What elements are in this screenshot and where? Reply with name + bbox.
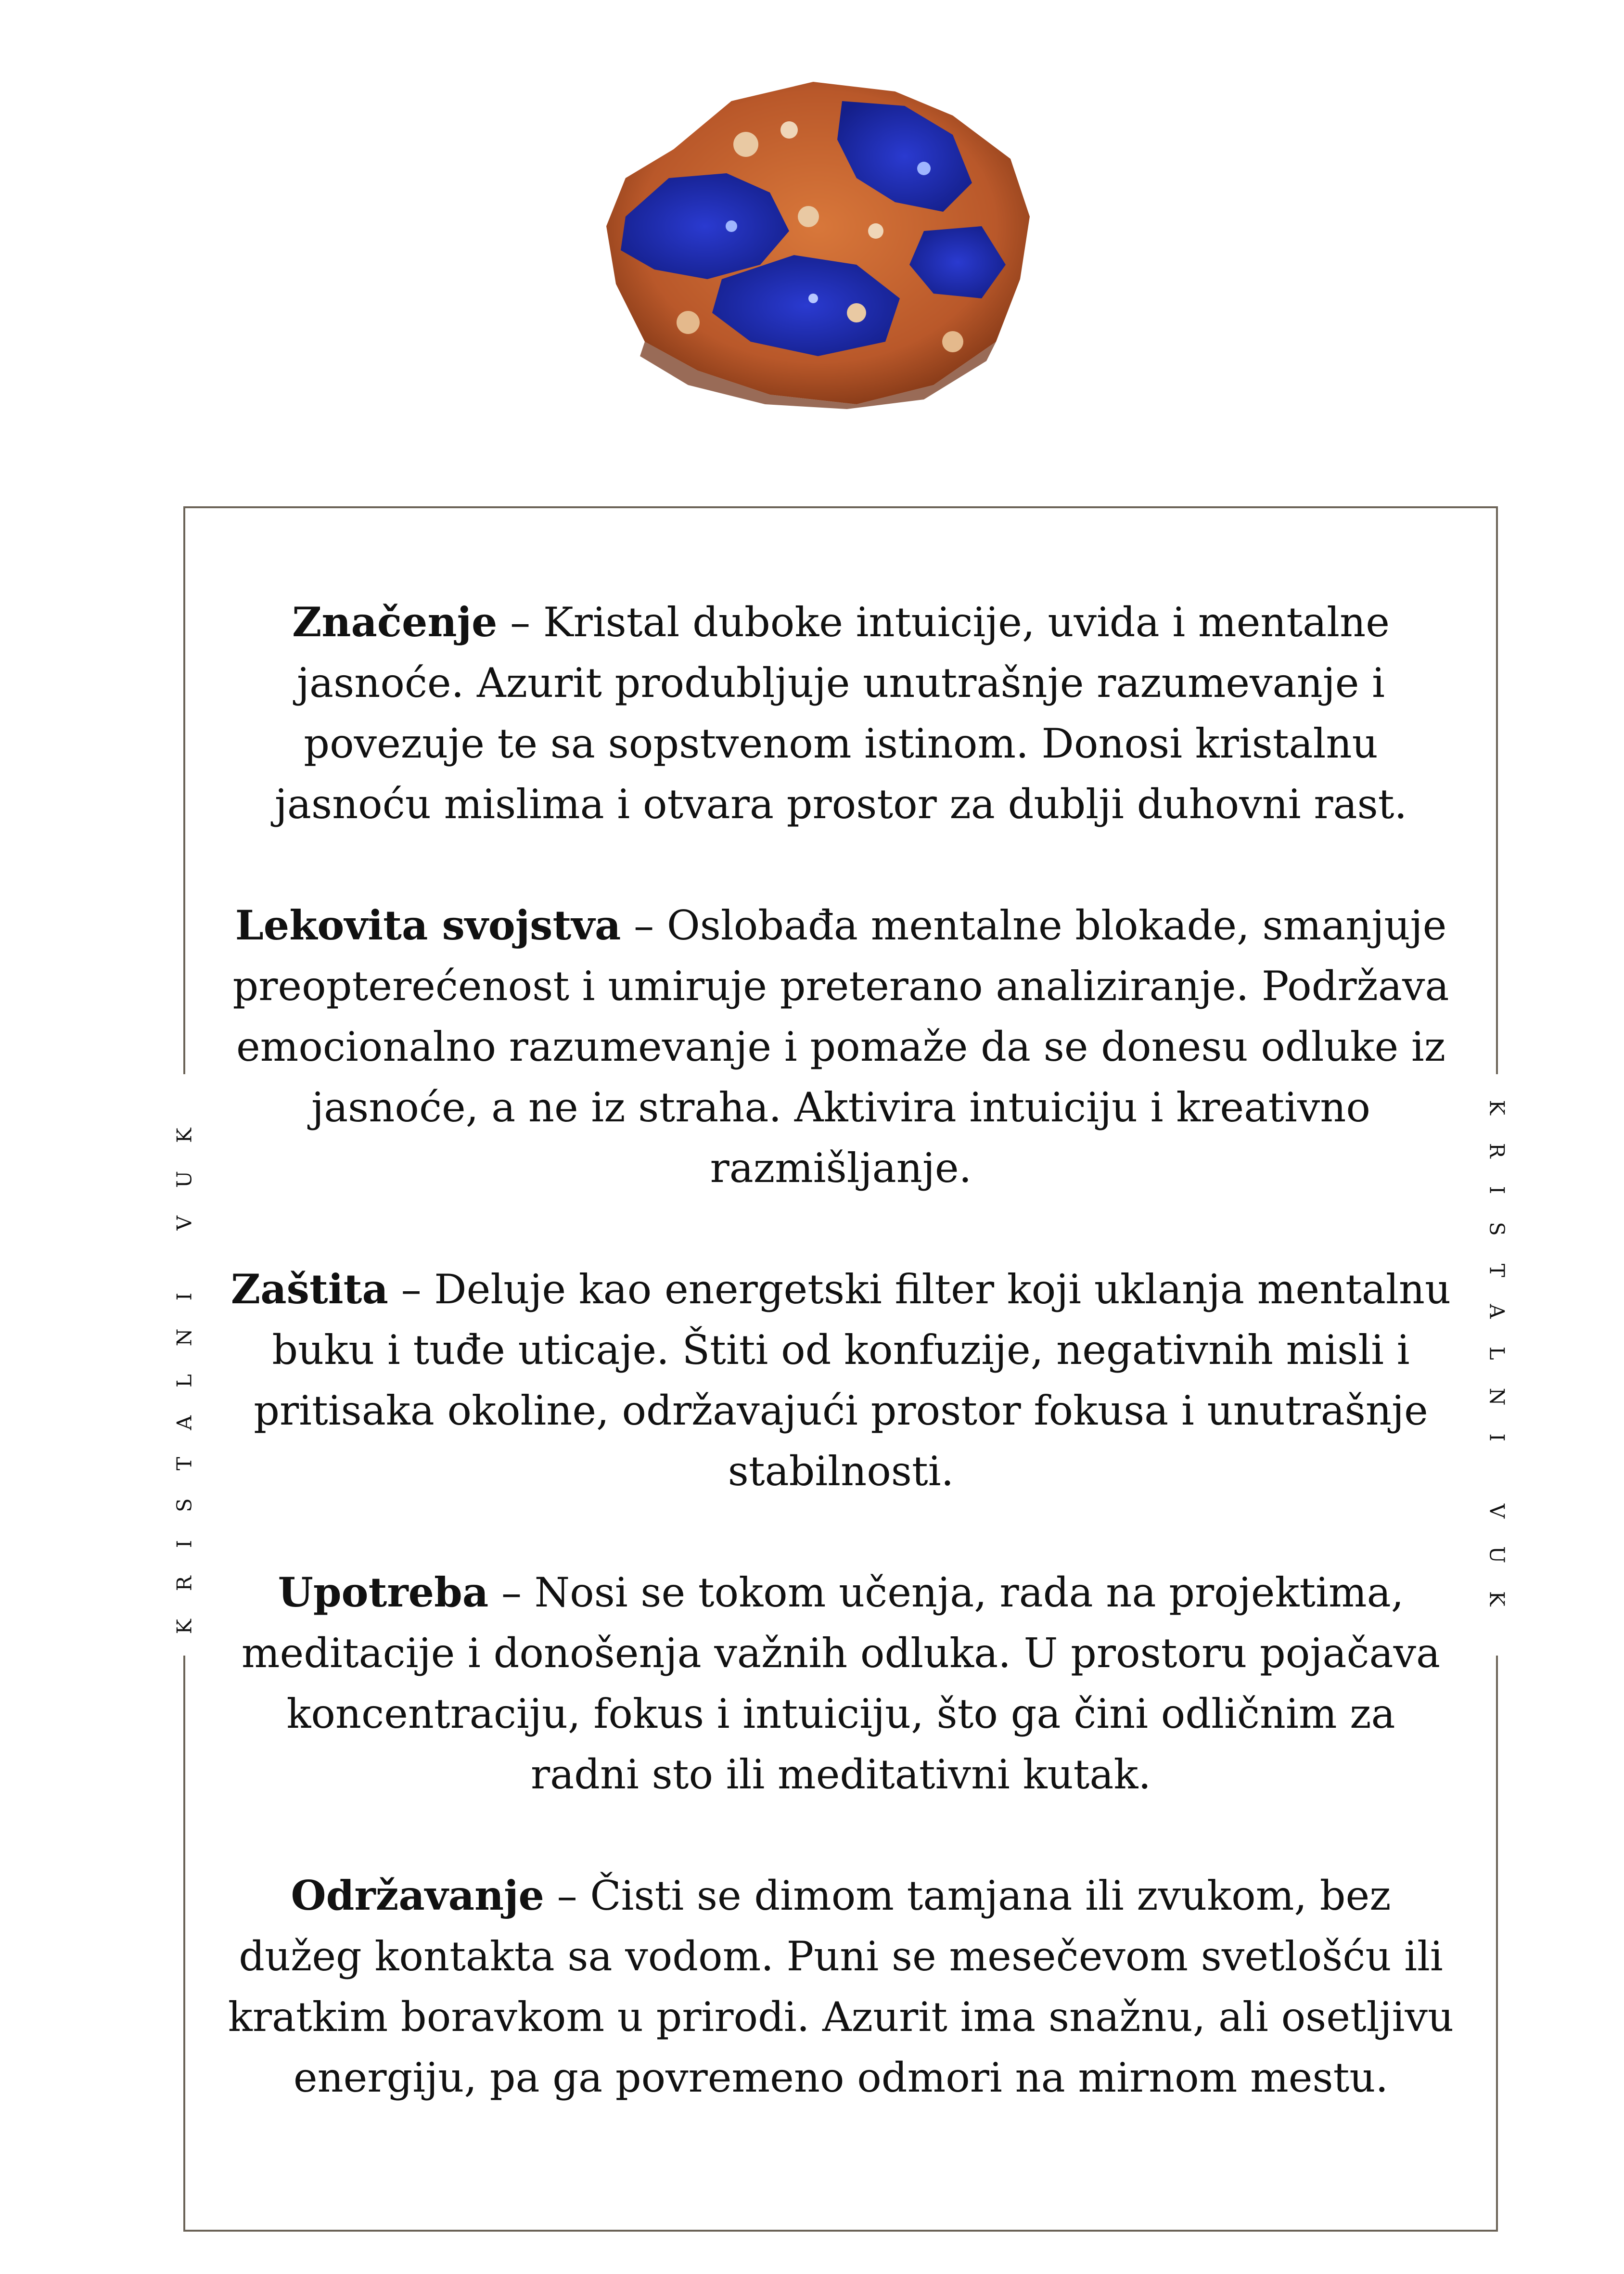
side-brand-left-text: KRISTALNI VUK	[172, 1099, 196, 1634]
section-text: – Oslobađa mentalne blokade, smanjuje preopterećenost i umiruje preterano analiziranje. Podržava emocionalno razumevanje i pomaže da se donesu odluke iz jasnoće, a ne iz straha. Aktivira intuiciju i kreativno razmišljanje.	[232, 902, 1449, 1192]
frame-bottom-border	[183, 2230, 1498, 2232]
section-text: – Čisti se dimom tamjana ili zvukom, bez dužeg kontakta sa vodom. Puni se mesečevom svetlošću ili kratkim boravkom u prirodi. Azurit ima snažnu, ali osetljivu energiju, pa ga povremeno odmori na mirnom mestu.	[228, 1872, 1454, 2101]
section-heading: Održavanje	[291, 1872, 544, 1919]
section-heading: Zaštita	[230, 1265, 388, 1313]
side-brand-right	[1478, 1099, 1516, 1634]
section-heading: Značenje	[292, 598, 498, 646]
content-body	[226, 592, 1456, 2169]
azurite-stone-icon	[587, 72, 1059, 409]
section-heading: Lekovita svojstva	[235, 901, 621, 949]
section-healing-properties	[226, 895, 1456, 1198]
side-brand-left	[165, 1099, 204, 1634]
frame-right-border-lower	[1496, 1656, 1498, 2232]
frame-left-border-lower	[183, 1656, 185, 2232]
section-meaning	[226, 592, 1456, 835]
frame-left-border-upper	[183, 506, 185, 1074]
section-maintenance	[226, 1865, 1456, 2108]
section-heading: Upotreba	[278, 1568, 489, 1616]
section-text: – Nosi se tokom učenja, rada na projektima, meditacije i donošenja važnih odluka. U prostoru pojačava koncentraciju, fokus i intuiciju, što ga čini odličnim za radni sto ili meditativni kutak.	[241, 1569, 1441, 1798]
section-protection	[226, 1259, 1456, 1502]
frame-right-border-upper	[1496, 506, 1498, 1074]
side-brand-right-text: KRISTALNI VUK	[1485, 1099, 1509, 1634]
frame-top-border	[183, 506, 1498, 508]
section-text: – Deluje kao energetski filter koji uklanja mentalnu buku i tuđe uticaje. Štiti od konfuzije, negativnih misli i pritisaka okoline, održavajući prostor fokusa i unutrašnje stabilnosti.	[254, 1266, 1451, 1495]
section-usage	[226, 1562, 1456, 1805]
section-text: – Kristal duboke intuicije, uvida i mentalne jasnoće. Azurit produbljuje unutrašnje razumevanje i povezuje te sa sopstvenom istinom. Donosi kristalnu jasnoću mislima i otvara prostor za dublji duhovni rast.	[274, 599, 1407, 828]
